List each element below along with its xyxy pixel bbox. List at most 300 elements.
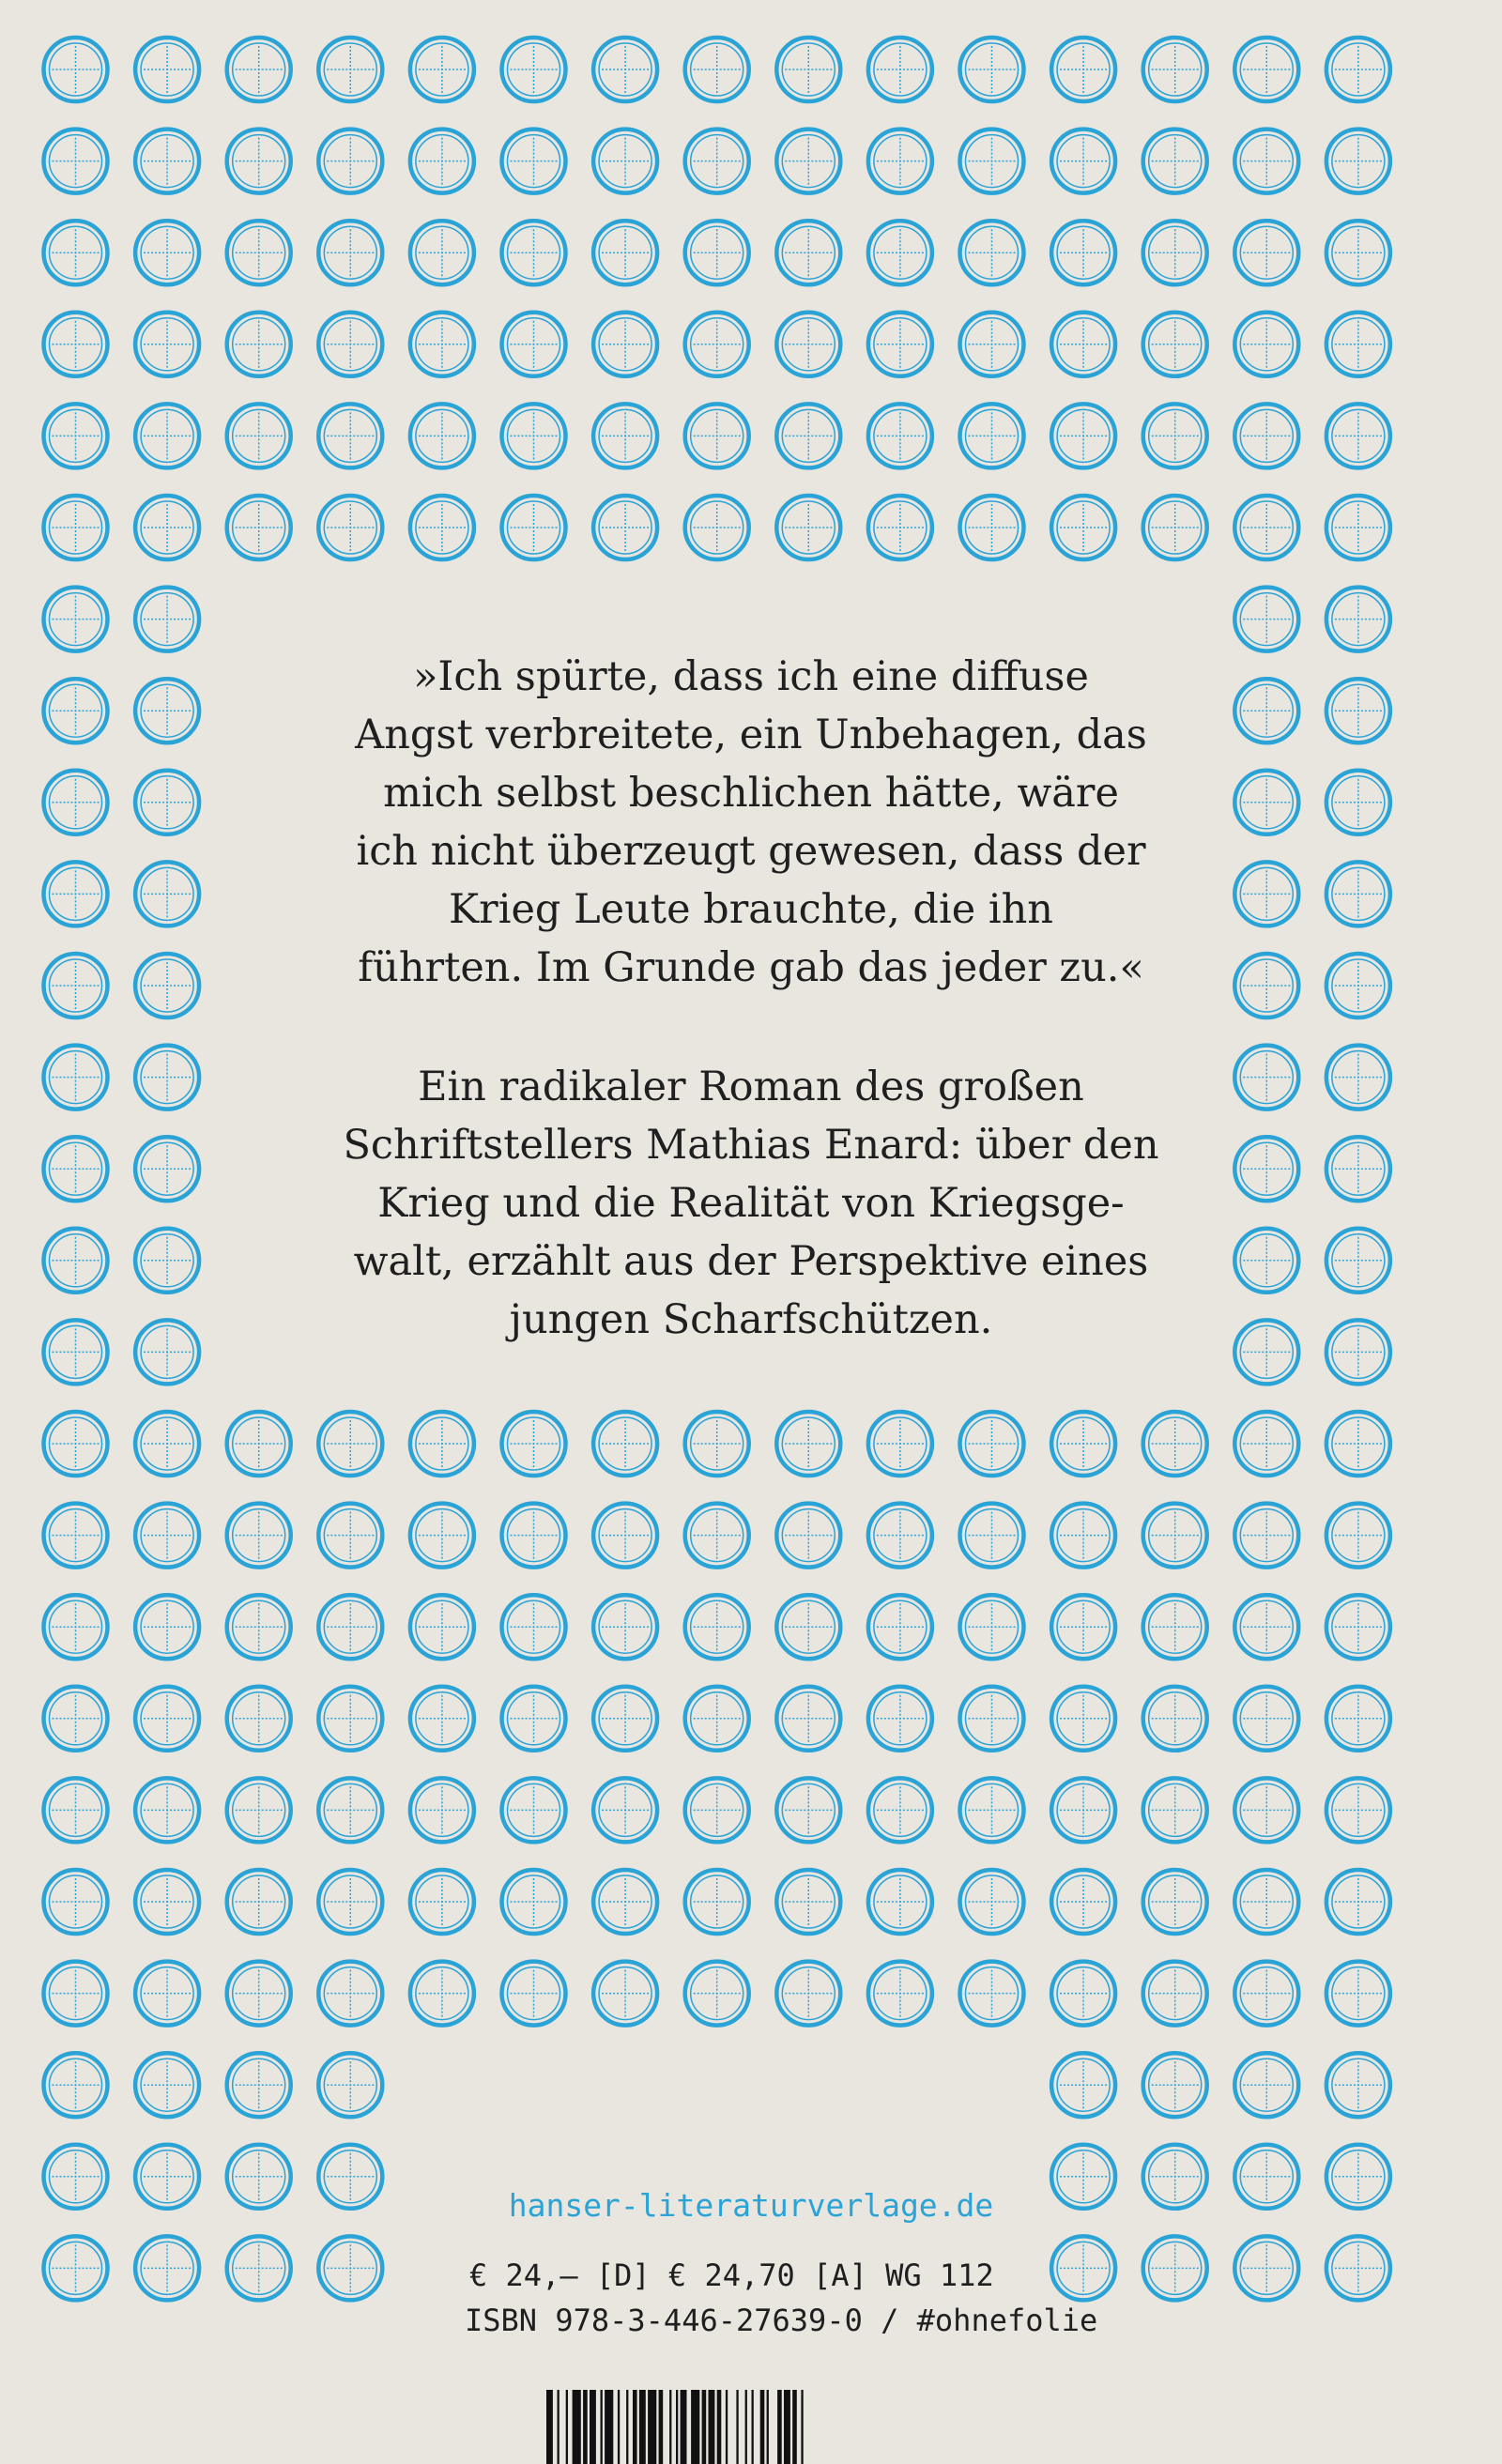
crosshair-icon (1234, 1229, 1298, 1293)
crosshair-icon (410, 1962, 474, 2026)
crosshair-icon (227, 221, 291, 284)
crosshair-icon (227, 313, 291, 376)
crosshair-icon (868, 1412, 932, 1476)
blurb-line: Krieg und die Realität von Kriegsge- (377, 1180, 1125, 1227)
book-blurb (282, 1058, 1220, 1349)
crosshair-icon (227, 1504, 291, 1568)
crosshair-icon (227, 1595, 291, 1659)
crosshair-icon (410, 1504, 474, 1568)
crosshair-icon (1326, 1870, 1390, 1934)
crosshair-icon (318, 1687, 382, 1751)
crosshair-icon (135, 679, 199, 742)
crosshair-icon (1234, 1137, 1298, 1201)
crosshair-icon (960, 1412, 1024, 1476)
barcode-bar (784, 2390, 790, 2464)
crosshair-icon (1326, 1137, 1390, 1201)
crosshair-icon (1326, 1229, 1390, 1293)
crosshair-icon (776, 1687, 840, 1751)
crosshair-icon (1051, 38, 1115, 101)
crosshair-icon (1234, 1595, 1298, 1659)
crosshair-icon (776, 1962, 840, 2026)
crosshair-icon (593, 1412, 657, 1476)
crosshair-icon (410, 313, 474, 376)
crosshair-icon (44, 496, 108, 559)
crosshair-icon (685, 404, 749, 467)
crosshair-icon (1234, 313, 1298, 376)
crosshair-icon (135, 38, 199, 101)
barcode-bar (676, 2390, 678, 2464)
crosshair-icon (1234, 2236, 1298, 2300)
crosshair-icon (685, 1778, 749, 1842)
crosshair-icon (227, 1870, 291, 1934)
crosshair-icon (685, 1595, 749, 1659)
crosshair-icon (960, 1595, 1024, 1659)
crosshair-icon (410, 404, 474, 467)
crosshair-icon (135, 2236, 199, 2300)
crosshair-icon (868, 1962, 932, 2026)
crosshair-icon (1234, 679, 1298, 742)
crosshair-icon (1051, 1595, 1115, 1659)
crosshair-icon (1326, 1320, 1390, 1384)
barcode (546, 2390, 958, 2464)
crosshair-icon (135, 130, 199, 193)
crosshair-icon (1234, 1962, 1298, 2026)
crosshair-icon (868, 130, 932, 193)
crosshair-icon (1234, 1504, 1298, 1568)
crosshair-icon (227, 1687, 291, 1751)
crosshair-icon (44, 1504, 108, 1568)
crosshair-icon (44, 2145, 108, 2209)
crosshair-icon (1234, 2145, 1298, 2209)
crosshair-icon (960, 1778, 1024, 1842)
crosshair-icon (685, 1504, 749, 1568)
crosshair-icon (1234, 1687, 1298, 1751)
crosshair-icon (227, 1412, 291, 1476)
crosshair-icon (593, 1687, 657, 1751)
crosshair-icon (1143, 1504, 1207, 1568)
crosshair-icon (776, 1778, 840, 1842)
crosshair-icon (1051, 2145, 1115, 2209)
crosshair-icon (776, 221, 840, 284)
crosshair-icon (960, 1870, 1024, 1934)
crosshair-icon (1234, 404, 1298, 467)
crosshair-icon (1051, 2236, 1115, 2300)
barcode-bar (605, 2390, 613, 2464)
crosshair-icon (1051, 1870, 1115, 1934)
crosshair-icon (1234, 221, 1298, 284)
crosshair-icon (318, 404, 382, 467)
barcode-bar (659, 2390, 664, 2464)
crosshair-icon (776, 130, 840, 193)
crosshair-icon (1326, 1687, 1390, 1751)
crosshair-icon (1326, 588, 1390, 651)
barcode-bar (792, 2390, 797, 2464)
crosshair-icon (227, 2236, 291, 2300)
crosshair-icon (44, 954, 108, 1018)
quote-line: ich nicht überzeugt gewesen, dass der (356, 828, 1146, 875)
crosshair-icon (44, 1137, 108, 1201)
crosshair-icon (135, 771, 199, 834)
crosshair-icon (868, 404, 932, 467)
crosshair-icon (502, 1687, 566, 1751)
crosshair-icon (593, 313, 657, 376)
crosshair-icon (1326, 679, 1390, 742)
crosshair-icon (410, 1412, 474, 1476)
crosshair-icon (1051, 313, 1115, 376)
crosshair-icon (1326, 221, 1390, 284)
crosshair-icon (44, 679, 108, 742)
crosshair-icon (776, 38, 840, 101)
crosshair-icon (685, 1412, 749, 1476)
crosshair-icon (593, 1778, 657, 1842)
crosshair-icon (135, 588, 199, 651)
quote-line: »Ich spürte, dass ich eine diffuse (413, 653, 1089, 700)
crosshair-icon (1234, 862, 1298, 926)
crosshair-icon (227, 1962, 291, 2026)
barcode-bar (801, 2390, 803, 2464)
crosshair-icon (44, 1595, 108, 1659)
quote-line: Angst verbreitete, ein Unbehagen, das (355, 712, 1147, 758)
crosshair-icon (44, 2236, 108, 2300)
isbn-info: ISBN 978-3-446-27639-0 / #ohnefolie (465, 2303, 1098, 2338)
crosshair-icon (135, 1778, 199, 1842)
barcode-bar (669, 2390, 671, 2464)
crosshair-icon (44, 771, 108, 834)
crosshair-icon (1143, 496, 1207, 559)
crosshair-icon (44, 862, 108, 926)
crosshair-icon (318, 1778, 382, 1842)
barcode-bar (583, 2390, 588, 2464)
crosshair-icon (227, 2053, 291, 2117)
crosshair-icon (1326, 1046, 1390, 1110)
crosshair-icon (1143, 2145, 1207, 2209)
crosshair-icon (776, 404, 840, 467)
crosshair-icon (1143, 404, 1207, 467)
crosshair-icon (593, 1504, 657, 1568)
crosshair-icon (502, 1595, 566, 1659)
crosshair-icon (135, 404, 199, 467)
barcode-bar (601, 2390, 603, 2464)
crosshair-icon (502, 496, 566, 559)
crosshair-icon (410, 38, 474, 101)
barcode-bar (760, 2390, 765, 2464)
crosshair-icon (502, 38, 566, 101)
crosshair-icon (318, 2145, 382, 2209)
crosshair-icon (318, 2053, 382, 2117)
crosshair-icon (44, 1962, 108, 2026)
crosshair-icon (502, 404, 566, 467)
crosshair-icon (868, 1595, 932, 1659)
crosshair-icon (502, 130, 566, 193)
crosshair-icon (318, 313, 382, 376)
crosshair-icon (868, 221, 932, 284)
crosshair-icon (1326, 1778, 1390, 1842)
crosshair-icon (593, 130, 657, 193)
crosshair-icon (135, 1962, 199, 2026)
crosshair-icon (1051, 496, 1115, 559)
crosshair-icon (502, 221, 566, 284)
crosshair-icon (227, 404, 291, 467)
crosshair-icon (593, 221, 657, 284)
crosshair-icon (960, 313, 1024, 376)
crosshair-icon (1326, 954, 1390, 1018)
crosshair-icon (1326, 496, 1390, 559)
crosshair-icon (868, 38, 932, 101)
crosshair-icon (868, 496, 932, 559)
crosshair-icon (318, 496, 382, 559)
blurb-line: Ein radikaler Roman des großen (418, 1064, 1084, 1110)
crosshair-icon (135, 1595, 199, 1659)
crosshair-icon (44, 1687, 108, 1751)
crosshair-icon (960, 1962, 1024, 2026)
crosshair-icon (776, 496, 840, 559)
barcode-bar (767, 2390, 769, 2464)
crosshair-icon (593, 496, 657, 559)
crosshair-icon (685, 130, 749, 193)
crosshair-icon (685, 313, 749, 376)
crosshair-icon (1143, 221, 1207, 284)
crosshair-icon (593, 1962, 657, 2026)
crosshair-icon (868, 313, 932, 376)
crosshair-icon (227, 2145, 291, 2209)
crosshair-icon (868, 1504, 932, 1568)
crosshair-icon (135, 1137, 199, 1201)
crosshair-icon (1234, 1046, 1298, 1110)
crosshair-icon (685, 1870, 749, 1934)
crosshair-icon (1234, 771, 1298, 834)
crosshair-icon (685, 38, 749, 101)
crosshair-icon (1326, 771, 1390, 834)
barcode-bar (546, 2390, 553, 2464)
crosshair-icon (1051, 404, 1115, 467)
barcode-bar (717, 2390, 722, 2464)
crosshair-icon (318, 221, 382, 284)
crosshair-icon (135, 954, 199, 1018)
crosshair-icon (135, 1504, 199, 1568)
crosshair-icon (135, 862, 199, 926)
crosshair-icon (1326, 313, 1390, 376)
crosshair-icon (502, 1962, 566, 2026)
crosshair-icon (1143, 1595, 1207, 1659)
crosshair-icon (135, 2053, 199, 2117)
crosshair-icon (1143, 1412, 1207, 1476)
crosshair-icon (1326, 1504, 1390, 1568)
crosshair-icon (227, 38, 291, 101)
crosshair-icon (1234, 496, 1298, 559)
crosshair-icon (227, 1778, 291, 1842)
publisher-website: hanser-literaturverlage.de (508, 2187, 994, 2224)
crosshair-icon (868, 1778, 932, 1842)
crosshair-icon (318, 130, 382, 193)
crosshair-icon (135, 221, 199, 284)
crosshair-icon (135, 1320, 199, 1384)
crosshair-icon (44, 404, 108, 467)
crosshair-icon (593, 404, 657, 467)
barcode-bar (639, 2390, 646, 2464)
crosshair-icon (960, 404, 1024, 467)
crosshair-icon (44, 2053, 108, 2117)
barcode-bar (726, 2390, 728, 2464)
barcode-bar (566, 2390, 568, 2464)
crosshair-icon (593, 38, 657, 101)
crosshair-icon (960, 496, 1024, 559)
barcode-bar (702, 2390, 707, 2464)
crosshair-icon (502, 1778, 566, 1842)
crosshair-icon (960, 1687, 1024, 1751)
crosshair-icon (776, 1504, 840, 1568)
crosshair-icon (44, 1870, 108, 1934)
crosshair-icon (1326, 130, 1390, 193)
crosshair-icon (135, 1229, 199, 1293)
crosshair-icon (135, 1870, 199, 1934)
crosshair-icon (135, 1687, 199, 1751)
crosshair-icon (44, 313, 108, 376)
crosshair-icon (776, 313, 840, 376)
crosshair-icon (502, 1504, 566, 1568)
crosshair-icon (593, 1595, 657, 1659)
crosshair-icon (1143, 130, 1207, 193)
crosshair-icon (960, 38, 1024, 101)
crosshair-icon (318, 1870, 382, 1934)
barcode-bar (736, 2390, 738, 2464)
crosshair-icon (1051, 1412, 1115, 1476)
crosshair-icon (1143, 1687, 1207, 1751)
crosshair-icon (410, 1778, 474, 1842)
barcode-bar (633, 2390, 637, 2464)
crosshair-icon (410, 1687, 474, 1751)
crosshair-icon (44, 221, 108, 284)
crosshair-icon (776, 1595, 840, 1659)
barcode-bar (626, 2390, 628, 2464)
crosshair-icon (960, 1504, 1024, 1568)
crosshair-icon (1234, 588, 1298, 651)
crosshair-icon (1143, 1962, 1207, 2026)
crosshair-icon (1234, 1778, 1298, 1842)
crosshair-icon (1051, 2053, 1115, 2117)
crosshair-icon (685, 1962, 749, 2026)
quote-line: Krieg Leute brauchte, die ihn (449, 886, 1053, 933)
crosshair-icon (1143, 2236, 1207, 2300)
crosshair-icon (1143, 1870, 1207, 1934)
crosshair-icon (593, 1870, 657, 1934)
crosshair-icon (135, 2145, 199, 2209)
crosshair-icon (1326, 2236, 1390, 2300)
crosshair-icon (1326, 1595, 1390, 1659)
crosshair-icon (1143, 2053, 1207, 2117)
crosshair-icon (135, 1412, 199, 1476)
crosshair-icon (868, 1870, 932, 1934)
crosshair-icon (1234, 2053, 1298, 2117)
crosshair-icon (318, 1962, 382, 2026)
barcode-bar (573, 2390, 581, 2464)
barcode-bar (752, 2390, 754, 2464)
crosshair-icon (1051, 1504, 1115, 1568)
crosshair-icon (502, 1870, 566, 1934)
crosshair-icon (44, 588, 108, 651)
crosshair-icon (685, 1687, 749, 1751)
crosshair-icon (685, 496, 749, 559)
crosshair-icon (1143, 38, 1207, 101)
crosshair-icon (44, 1046, 108, 1110)
crosshair-icon (410, 221, 474, 284)
blurb-line: walt, erzählt aus der Perspektive eines (353, 1238, 1149, 1285)
crosshair-icon (410, 496, 474, 559)
barcode-bar (709, 2390, 715, 2464)
crosshair-icon (1234, 130, 1298, 193)
barcode-bar (648, 2390, 656, 2464)
crosshair-icon (1051, 221, 1115, 284)
crosshair-icon (1143, 313, 1207, 376)
crosshair-icon (44, 1229, 108, 1293)
barcode-bar (745, 2390, 747, 2464)
crosshair-icon (1326, 1962, 1390, 2026)
crosshair-icon (685, 221, 749, 284)
crosshair-icon (135, 496, 199, 559)
crosshair-icon (227, 496, 291, 559)
crosshair-icon (776, 1870, 840, 1934)
quote-line: mich selbst beschlichen hätte, wäre (383, 770, 1119, 817)
crosshair-icon (410, 1595, 474, 1659)
crosshair-icon (318, 1595, 382, 1659)
crosshair-icon (1326, 404, 1390, 467)
crosshair-icon (318, 1412, 382, 1476)
crosshair-icon (1234, 954, 1298, 1018)
crosshair-icon (776, 1412, 840, 1476)
crosshair-icon (1143, 1778, 1207, 1842)
crosshair-icon (1234, 38, 1298, 101)
crosshair-icon (410, 1870, 474, 1934)
crosshair-icon (1326, 2053, 1390, 2117)
barcode-bar (691, 2390, 699, 2464)
crosshair-icon (960, 130, 1024, 193)
crosshair-icon (1326, 1412, 1390, 1476)
crosshair-icon (44, 1778, 108, 1842)
crosshair-icon (44, 38, 108, 101)
crosshair-icon (1051, 1778, 1115, 1842)
crosshair-icon (868, 1687, 932, 1751)
crosshair-icon (318, 38, 382, 101)
crosshair-icon (44, 130, 108, 193)
crosshair-icon (1326, 862, 1390, 926)
crosshair-icon (1234, 1412, 1298, 1476)
crosshair-icon (960, 221, 1024, 284)
barcode-bar (558, 2390, 559, 2464)
blurb-line: jungen Scharfschützen. (509, 1296, 993, 1343)
crosshair-icon (1051, 130, 1115, 193)
crosshair-icon (227, 130, 291, 193)
barcode-bar (618, 2390, 620, 2464)
crosshair-icon (1326, 2145, 1390, 2209)
crosshair-icon (318, 1504, 382, 1568)
quote-line: führten. Im Grunde gab das jeder zu.« (358, 944, 1144, 991)
crosshair-icon (410, 130, 474, 193)
crosshair-icon (1234, 1320, 1298, 1384)
crosshair-icon (1234, 1870, 1298, 1934)
crosshair-icon (1051, 1962, 1115, 2026)
back-cover-quote (282, 648, 1220, 997)
crosshair-icon (502, 1412, 566, 1476)
crosshair-icon (44, 1320, 108, 1384)
barcode-bar (590, 2390, 596, 2464)
price-info: € 24,– [D] € 24,70 [A] WG 112 (469, 2257, 994, 2293)
blurb-line: Schriftstellers Mathias Enard: über den (343, 1122, 1159, 1169)
barcode-bar (777, 2390, 782, 2464)
crosshair-icon (135, 313, 199, 376)
crosshair-icon (44, 1412, 108, 1476)
barcode-bar (681, 2390, 687, 2464)
crosshair-icon (1051, 1687, 1115, 1751)
crosshair-icon (135, 1046, 199, 1110)
